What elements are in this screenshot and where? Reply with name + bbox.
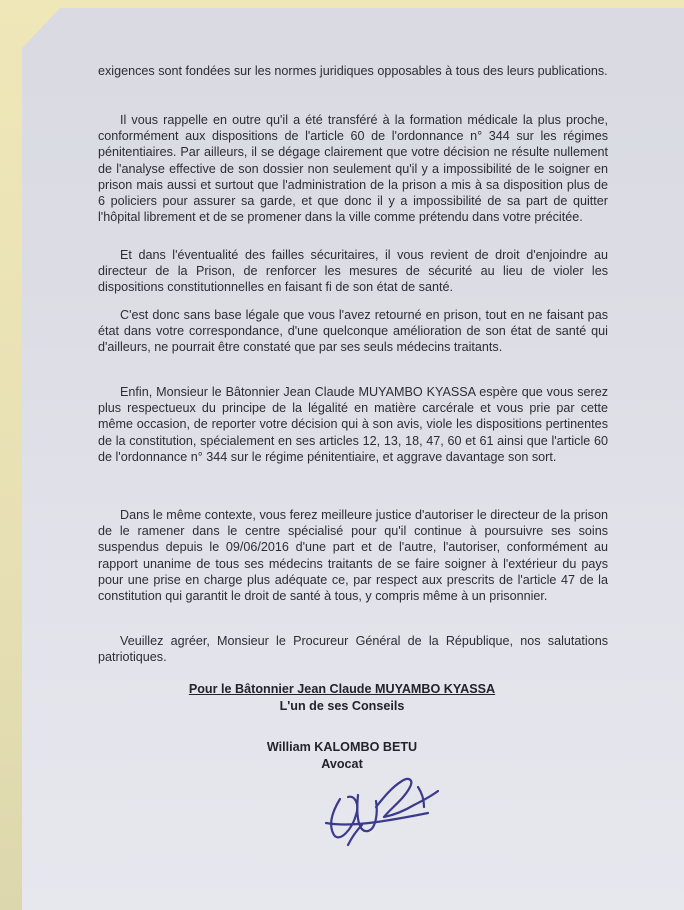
handwritten-signature [318,757,448,857]
paragraph-salutation: Veuillez agréer, Monsieur le Procureur Général de la République, nos salutations patriotiques. [98,634,608,665]
signer-title: Avocat [321,757,363,771]
signer-name: William KALOMBO BETU [266,740,418,754]
counsel-role: L'un de ses Conseils [279,699,405,713]
paragraph-legal-basis: C'est donc sans base légale que vous l'avez retourné en prison, tout en ne faisant pas état dans votre correspondance, d'une quelconque amélioration de son état de santé qui d'ailleurs, ne pourrait être constaté que par ses seuls médecins traitants. [98,308,608,355]
paragraph-transfer: Il vous rappelle en outre qu'il a été transféré à la formation médicale la plus proche, conformément aux dispositions de l'article 60 de l'ordonnance n° 344 sur les régimes pénitentiaires. Par ailleurs, il se dégage clairement que votre décision ne résulte nullement de l'analyse effective de son dossier non seulement qu'il y a impossibilité de le soigner en prison mais aussi et surtout que l'administration de la prison a mis à sa disposition plus de 6 policiers pour assurer sa garde, et que donc il y a impossibilité de sa part de quitter l'hôpital librement et de se promener dans la ville comme prétendu dans votre précitée. [98,113,608,225]
paragraph-request: Enfin, Monsieur le Bâtonnier Jean Claude MUYAMBO KYASSA espère que vous serez plus respectueux du principe de la légalité en matière carcérale et vous prie par cette même occasion, de reporter votre décision qui à son avis, viole les dispositions pertinentes de la constitution, spécialement en ses articles 12, 13, 18, 47, 60 et 61 ainsi que l'article 60 de l'ordonnance n° 344 sur le régime pénitentiaire, et aggrave davantage son sort. [98,385,608,464]
paragraph-security: Et dans l'éventualité des failles sécuritaires, il vous revient de droit d'enjoindre au directeur de la Prison, de renforcer les mesures de sécurité au lieu de violer les dispositions constitutionnelles en faisant fi de son état de santé. [98,248,608,295]
on-behalf-line: Pour le Bâtonnier Jean Claude MUYAMBO KYASSA [188,682,496,696]
paragraph-context: Dans le même contexte, vous ferez meilleure justice d'autoriser le directeur de la prison de le ramener dans le centre spécialisé pour qu'il continue à poursuivre ses soins suspendus depuis le 09/06/2016 d'une part et de l'autre, l'autoriser, conformément au rapport unanime de tous ses médecins traitants de se faire soigner à l'extérieur du pays pour une prise en charge plus adéquate ce, par respect aux prescrits de l'article 47 de la constitution qui garantit le droit de santé à tous, y compris même à un prisonnier. [98,508,608,604]
paragraph-fragment: exigences sont fondées sur les normes juridiques opposables à tous des leurs publications. [98,64,608,78]
